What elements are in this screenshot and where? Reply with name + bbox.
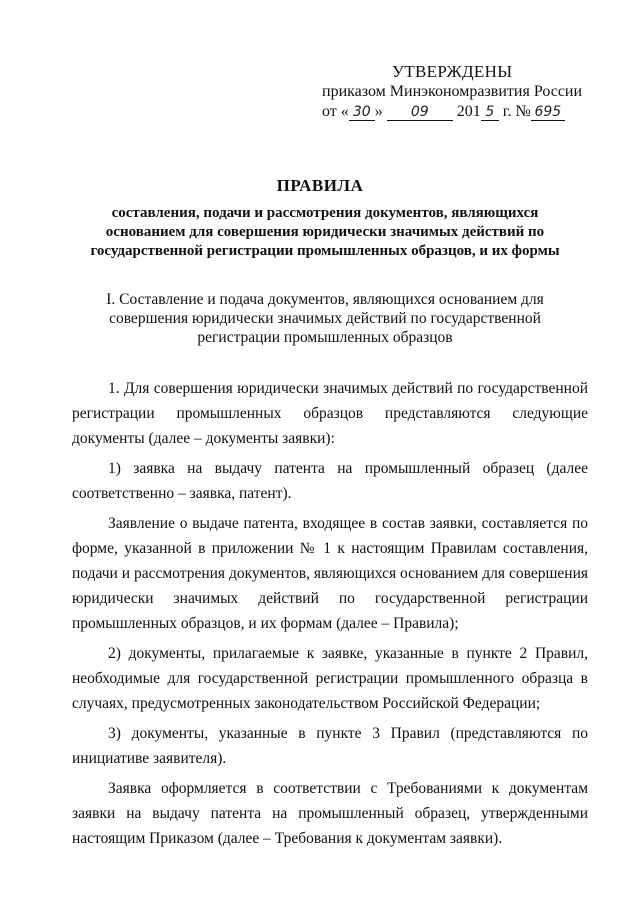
paragraph-item-2: 2) документы, прилагаемые к заявке, указанные в пункте 2 Правил, необходимые для государственной регистрации промышленного образца в случаях, предусмотренных законодательством Российской Федерации; <box>72 645 588 712</box>
paragraph-application: Заявление о выдаче патента, входящее в состав заявки, составляется по форме, указанной в приложении № 1 к настоящим Правилам составления, подачи и рассмотрения документов, являющихся основанием для совершения юридически значимых действий по государственной регистрации промышленных образцов, и их формам (далее – Правила); <box>72 515 588 632</box>
paragraph-item-3: 3) документы, указанные в пункте 3 Правил (представляются по инициативе заявителя). <box>72 725 588 767</box>
handwritten-order-number: 695 <box>531 104 565 121</box>
approval-stamp <box>320 62 600 122</box>
document-body <box>72 376 588 856</box>
document-title: ПРАВИЛА <box>276 176 364 195</box>
date-from-prefix: от « <box>322 103 349 120</box>
date-day-suffix: » <box>374 103 383 120</box>
year-prefix: 201 <box>456 103 481 120</box>
handwritten-year-digit: 5 <box>481 104 499 121</box>
number-prefix: № <box>515 103 531 120</box>
handwritten-day: 30 <box>349 104 375 121</box>
approval-order-line: приказом Минэкономразвития России <box>322 83 583 100</box>
section-title: I. Составление и подача документов, являющихся основанием для совершения юридически значимых действий по государственной регистрации промышленных образцов <box>106 291 544 346</box>
document-subtitle: составления, подачи и рассмотрения документов, являющихся основанием для совершения юридически значимых действий по государственной регистрации промышленных образцов, и их формы <box>90 205 560 259</box>
paragraph-requirements: Заявка оформляется в соответствии с Требованиями к документам заявки на выдачу патента на промышленный образец, утвержденными настоящим Приказом (далее – Требования к документам заявки). <box>72 780 588 847</box>
approval-date-line <box>322 102 600 122</box>
paragraph-item-1: 1) заявка на выдачу патента на промышленный образец (далее соответственно – заявка, патент). <box>72 460 588 502</box>
handwritten-month: 09 <box>387 104 453 121</box>
paragraph-1: 1. Для совершения юридически значимых действий по государственной регистрации промышленных образцов представляются следующие документы (далее – документы заявки): <box>72 380 588 447</box>
approval-title: УТВЕРЖДЕНЫ <box>392 62 513 81</box>
year-suffix: г. <box>502 103 512 120</box>
